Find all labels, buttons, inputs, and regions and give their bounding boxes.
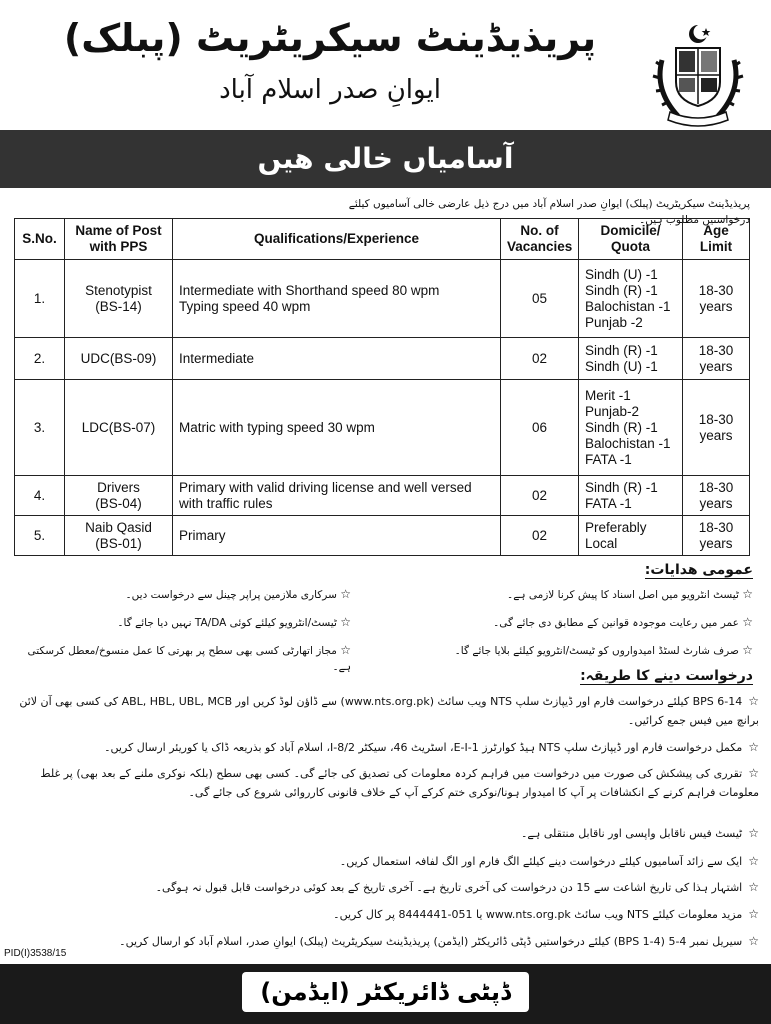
table-row xyxy=(15,338,750,380)
cell-age: 18-30 years xyxy=(683,476,750,516)
table-header-row xyxy=(15,219,750,260)
star-icon: ☆ xyxy=(742,587,753,601)
cell-age: 18-30 years xyxy=(683,516,750,556)
cell-sno: 3. xyxy=(15,380,65,476)
cell-qualification: Primary with valid driving license and well versed with traffic rules xyxy=(173,476,501,516)
reference-code: PID(I)3538/15 xyxy=(4,948,67,959)
col-header-sno: S.No. xyxy=(15,219,65,260)
col-header-age: Age Limit xyxy=(683,219,750,260)
intro-text: پریذیڈینٹ سیکریٹریٹ (پبلک) ایوانِ صدر اسلام آباد میں درج ذیل عارضی خالی آسامیوں کیلئے درخواستیں مطلوب ہیں۔ xyxy=(348,198,750,226)
cell-sno: 5. xyxy=(15,516,65,556)
cell-qualification: Primary xyxy=(173,516,501,556)
cell-qualification: Intermediate xyxy=(173,338,501,380)
col-header-qualifications: Qualifications/Experience xyxy=(173,219,501,260)
cell-qualification: Matric with typing speed 30 wpm xyxy=(173,380,501,476)
cell-age: 18-30 years xyxy=(683,260,750,338)
general-item: ☆ مجاز اتھارٹی کسی بھی سطح پر بھرتی کا عمل منسوخ/معطل کرسکتی ہے۔ xyxy=(27,643,351,673)
star-icon: ☆ xyxy=(748,934,759,948)
cell-vacancies: 05 xyxy=(501,260,579,338)
cell-age: 18-30 years xyxy=(683,380,750,476)
cell-post: Drivers (BS-04) xyxy=(65,476,173,516)
cell-vacancies: 06 xyxy=(501,380,579,476)
star-icon: ☆ xyxy=(748,826,759,840)
footer-banner xyxy=(0,964,771,1024)
star-icon: ☆ xyxy=(748,740,759,754)
general-item: ☆ سرکاری ملازمین پراپر چینل سے درخواست دیں۔ xyxy=(125,587,351,601)
cell-vacancies: 02 xyxy=(501,516,579,556)
star-icon: ☆ xyxy=(748,880,759,894)
vacancies-banner: آسامیاں خالی ھیں xyxy=(0,130,771,188)
general-instructions-title xyxy=(645,560,753,580)
procedure-item: ☆اشتہار ہذا کی تاریخ اشاعت سے 15 دن درخواست کی آخری تاریخ ہے۔ آخری تاریخ کے بعد کوئی درخواست قابل قبول نہ ہوگی۔ xyxy=(155,880,759,894)
general-item: ☆ عمر میں رعایت موجودہ قوانین کے مطابق دی جائے گی۔ xyxy=(493,615,753,629)
star-icon: ☆ xyxy=(742,643,753,657)
page-subtitle: ایوانِ صدر اسلام آباد xyxy=(219,75,441,105)
procedure-item: ☆سیریل نمبر 4-5 (BPS 1-4) کیلئے درخواستیں ڈپٹی ڈائریکٹر (ایڈمن) پریذیڈینٹ سیکریٹریٹ (پبلک) ایوانِ صدر، اسلام آباد کو ارسال کریں۔ xyxy=(119,934,759,948)
star-icon: ☆ xyxy=(340,587,351,601)
star-icon: ☆ xyxy=(748,854,759,868)
procedure-title-text: درخواست دینے کا طریقہ: xyxy=(580,668,753,684)
cell-post: Naib Qasid (BS-01) xyxy=(65,516,173,556)
table-row xyxy=(15,260,750,338)
star-icon: ☆ xyxy=(748,766,759,780)
procedure-item: ☆BPS 6-14 کیلئے درخواست فارم اور ڈیپازٹ سلپ NTS ویب سائٹ (www.nts.org.pk) سے ڈاؤن لوڈ کریں اور ABL, HBL, UBL, MCB کی کسی بھی آن لائن برانچ میں فیس جمع کرائیں۔ xyxy=(19,694,759,727)
star-icon: ☆ xyxy=(340,615,351,629)
header xyxy=(0,0,771,135)
signatory-title: ڈپٹی ڈائریکٹر (ایڈمن) xyxy=(242,972,529,1012)
table-row xyxy=(15,516,750,556)
procedure-item: ☆مزید معلومات کیلئے NTS ویب سائٹ www.nts.org.pk یا 051-8444441 پر کال کریں۔ xyxy=(333,907,759,921)
procedure-item: ☆تقرری کی پیشکش کی صورت میں درخواست میں فراہم کردہ معلومات کی تصدیق کی جائے گی۔ کسی بھی سطح (بلکہ نوکری ملنے کے بعد بھی) پر غلط معلومات فراہم کرنے کے انکشافات پر آپ کا امیدوار ہونا/نوکری ختم کرکے آپ کے خلاف قانونی کارروائی شروع کی جائے گی۔ xyxy=(40,766,759,799)
procedure-title xyxy=(580,666,753,686)
star-icon: ☆ xyxy=(748,694,759,708)
table-row xyxy=(15,476,750,516)
cell-post: UDC(BS-09) xyxy=(65,338,173,380)
procedure-item: ☆ایک سے زائد آسامیوں کیلئے درخواست دینے کیلئے الگ فارم اور الگ لفافہ استعمال کریں۔ xyxy=(339,854,759,868)
general-item: ☆ ٹیسٹ انٹرویو میں اصل اسناد کا پیش کرنا لازمی ہے۔ xyxy=(507,587,753,601)
cell-post: LDC(BS-07) xyxy=(65,380,173,476)
cell-domicile: Merit -1 Punjab-2 Sindh (R) -1 Balochistan -1 FATA -1 xyxy=(579,380,683,476)
col-header-vacancies: No. of Vacancies xyxy=(501,219,579,260)
cell-domicile: Sindh (U) -1 Sindh (R) -1 Balochistan -1 Punjab -2 xyxy=(579,260,683,338)
general-item: ☆ ٹیسٹ/انٹرویو کیلئے کوئی TA/DA نہیں دیا جائے گا۔ xyxy=(117,615,351,629)
cell-sno: 4. xyxy=(15,476,65,516)
cell-age: 18-30 years xyxy=(683,338,750,380)
cell-post: Stenotypist (BS-14) xyxy=(65,260,173,338)
col-header-post: Name of Post with PPS xyxy=(65,219,173,260)
state-emblem-icon xyxy=(648,20,748,130)
cell-sno: 1. xyxy=(15,260,65,338)
table-row xyxy=(15,380,750,476)
vacancies-table xyxy=(14,218,750,556)
procedure-item: ☆ٹیسٹ فیس ناقابل واپسی اور ناقابل منتقلی ہے۔ xyxy=(520,826,759,840)
cell-qualification: Intermediate with Shorthand speed 80 wpm Typing speed 40 wpm xyxy=(173,260,501,338)
star-icon: ☆ xyxy=(340,643,351,657)
cell-vacancies: 02 xyxy=(501,338,579,380)
cell-domicile: Sindh (R) -1 Sindh (U) -1 xyxy=(579,338,683,380)
cell-domicile: Sindh (R) -1 FATA -1 xyxy=(579,476,683,516)
cell-vacancies: 02 xyxy=(501,476,579,516)
cell-sno: 2. xyxy=(15,338,65,380)
cell-domicile: Preferably Local xyxy=(579,516,683,556)
col-header-domicile: Domicile/ Quota xyxy=(579,219,683,260)
star-icon: ☆ xyxy=(748,907,759,921)
procedure-item: ☆مکمل درخواست فارم اور ڈیپازٹ سلپ NTS ہیڈ کوارٹرز 1-E-I، اسٹریٹ 46، سیکٹر 8/2-I، اسلام آباد کو بذریعہ ڈاک یا کوریئر ارسال کریں۔ xyxy=(104,740,759,754)
general-title-text: عمومی ھدایات: xyxy=(644,562,753,578)
star-icon: ☆ xyxy=(742,615,753,629)
general-item: ☆ صرف شارٹ لسٹڈ امیدواروں کو ٹیسٹ/انٹرویو کیلئے بلایا جائے گا۔ xyxy=(454,643,753,657)
page-title: پریذیڈینٹ سیکریٹریٹ (پبلک) xyxy=(63,16,597,60)
